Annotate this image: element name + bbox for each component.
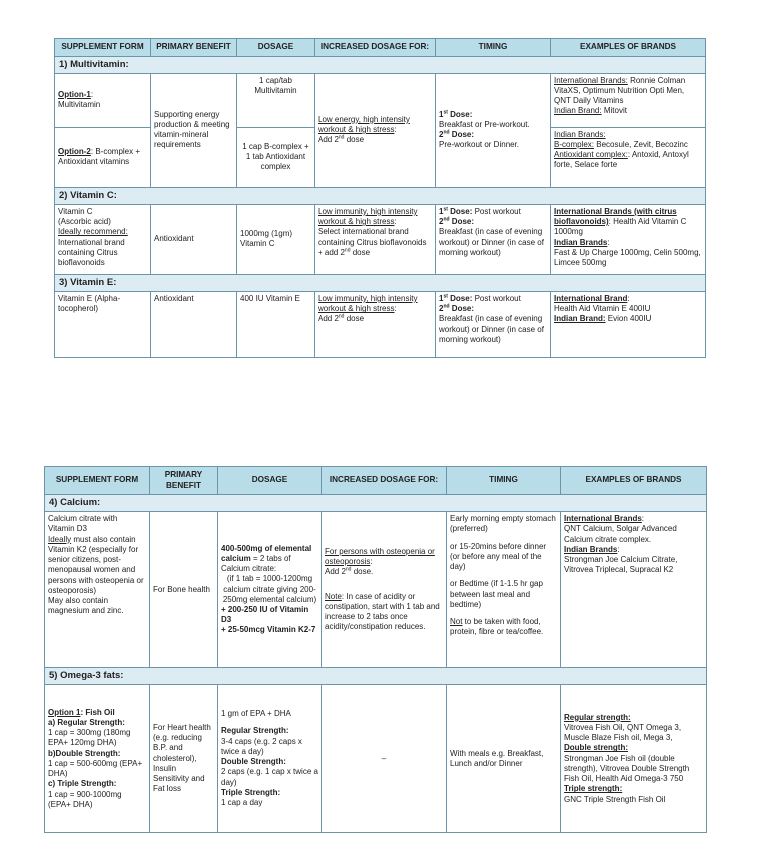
vitamin-c-benefit: Antioxidant (151, 204, 237, 274)
vitamin-e-timing: 1st Dose: Post workout 2nd Dose: Breakfast (in case of evening workout) or Dinner (in case of morning workout) (436, 291, 551, 357)
supplement-table-2 (44, 466, 707, 833)
vitamin-c-form: Vitamin C (Ascorbic acid) Ideally recommend: International brand containing Citrus bioflavonoids (55, 204, 151, 274)
vitamin-e-dose: 400 IU Vitamin E (237, 291, 315, 357)
omega3-dose: 1 gm of EPA + DHA Regular Strength: 3-4 caps (e.g. 2 caps x twice a day) Double Strength: 2 caps (e.g. 1 cap x twice a day) Triple Strength: 1 cap a day (218, 685, 322, 833)
omega3-benefit: For Heart health (e.g. reducing B.P. and cholesterol), Insulin Sensitivity and Fat loss (150, 685, 218, 833)
header-timing: TIMING (436, 39, 551, 57)
vitamin-c-dose: 1000mg (1gm) Vitamin C (237, 204, 315, 274)
table-row (45, 512, 707, 668)
header-brands: EXAMPLES OF BRANDS (551, 39, 706, 57)
calcium-form: Calcium citrate with Vitamin D3 Ideally must also contain Vitamin K2 (especially for senior citizens, post-menopausal women and persons with osteopenia or osteoporosis) May also contain magnesium and zinc. (45, 512, 150, 668)
table-row (55, 73, 706, 127)
section-vitamin-e: 3) Vitamin E: (55, 274, 706, 291)
omega3-increase: – (322, 685, 447, 833)
vitamin-e-brands: International Brand: Health Aid Vitamin E 400IU Indian Brand: Evion 400IU (551, 291, 706, 357)
vitamin-e-form: Vitamin E (Alpha-tocopherol) (55, 291, 151, 357)
calcium-increase: For persons with osteopenia or osteoporosis: Add 2nd dose. Note: In case of acidity or constipation, start with 1 tab and increase to 2 tabs once acidity/constipation reduces. (322, 512, 447, 668)
calcium-timing: Early morning empty stomach (preferred) or 15-20mins before dinner (or before any meal of the day) or Bedtime (if 1-1.5 hr gap between last meal and bedtime) Not to be taken with food, protein, fibre or tea/coffee. (447, 512, 561, 668)
header-primary-benefit: PRIMARY BENEFIT (150, 467, 218, 495)
multivitamin-dose2: 1 cap B-complex + 1 tab Antioxidant complex (237, 127, 315, 187)
header-dosage: DOSAGE (218, 467, 322, 495)
section-vitamin-c: 2) Vitamin C: (55, 187, 706, 204)
vitamin-e-benefit: Antioxidant (151, 291, 237, 357)
multivitamin-timing: 1st Dose: Breakfast or Pre-workout. 2nd Dose: Pre-workout or Dinner. (436, 73, 551, 187)
header-dosage: DOSAGE (237, 39, 315, 57)
calcium-brands: International Brands: QNT Calcium, Solgar Advanced Calcium citrate complex. Indian Brands: Strongman Joe Calcium Citrate, Vitrovea Triplecal, Supracal K2 (561, 512, 707, 668)
omega3-timing: With meals e.g. Breakfast, Lunch and/or Dinner (447, 685, 561, 833)
header-increased-dosage: INCREASED DOSAGE FOR: (322, 467, 447, 495)
section-multivitamin: 1) Multivitamin: (55, 56, 706, 73)
table-row (55, 291, 706, 357)
header-supplement-form: SUPPLEMENT FORM (55, 39, 151, 57)
section-calcium: 4) Calcium: (45, 495, 707, 512)
multivitamin-option2: Option-2: B-complex + Antioxidant vitamins (55, 127, 151, 187)
section-omega3: 5) Omega-3 fats: (45, 668, 707, 685)
multivitamin-dose1: 1 cap/tab Multivitamin (237, 73, 315, 127)
multivitamin-brands-1: International Brands: Ronnie Colman VitaXS, Optimum Nutrition Opti Men, QNT Daily Vitamins Indian Brand: Mitovit (551, 73, 706, 127)
vitamin-c-brands: International Brands (with citrus bioflavonoids): Health Aid Vitamin C 1000mg Indian Brands: Fast & Up Charge 1000mg, Celin 500mg, Limcee 500mg (551, 204, 706, 274)
omega3-form: Option 1: Fish Oil a) Regular Strength: 1 cap = 300mg (180mg EPA+ 120mg DHA) b)Double Strength: 1 cap = 500-600mg (EPA+ DHA) c) Triple Strength: 1 cap = 900-1000mg (EPA+ DHA) (45, 685, 150, 833)
header-increased-dosage: INCREASED DOSAGE FOR: (315, 39, 436, 57)
table-row (55, 204, 706, 274)
calcium-dose: 400-500mg of elemental calcium = 2 tabs of Calcium citrate: (if 1 tab = 1000-1200mg calcium citrate giving 200-250mg elemental calcium) + 200-250 IU of Vitamin D3 + 25-50mcg Vitamin K2-7 (218, 512, 322, 668)
multivitamin-option1: Option-1: Multivitamin (55, 73, 151, 127)
multivitamin-benefit: Supporting energy production & meeting vitamin-mineral requirements (151, 73, 237, 187)
omega3-brands: Regular strength: Vitrovea Fish Oil, QNT Omega 3, Muscle Blaze Fish oil, Mega 3, Double strength: Strongman Joe Fish oil (double strength), Vitrovea Double Strength Fish Oil, Health Aid Omega-3 750 Triple strength: GNC Triple Strength Fish Oil (561, 685, 707, 833)
header-supplement-form: SUPPLEMENT FORM (45, 467, 150, 495)
supplement-table-1 (54, 38, 706, 358)
vitamin-c-increase: Low immunity, high intensity workout & high stress: Select international brand containing Citrus bioflavonoids + add 2nd dose (315, 204, 436, 274)
calcium-benefit: For Bone health (150, 512, 218, 668)
header-brands: EXAMPLES OF BRANDS (561, 467, 707, 495)
header-timing: TIMING (447, 467, 561, 495)
table-header-row (55, 39, 706, 57)
header-primary-benefit: PRIMARY BENEFIT (151, 39, 237, 57)
multivitamin-increase: Low energy, high intensity workout & high stress: Add 2nd dose (315, 73, 436, 187)
table-row (45, 685, 707, 833)
vitamin-c-timing: 1st Dose: Post workout 2nd Dose: Breakfast (in case of evening workout) or Dinner (in case of morning workout) (436, 204, 551, 274)
vitamin-e-increase: Low immunity, high intensity workout & high stress: Add 2nd dose (315, 291, 436, 357)
table-header-row (45, 467, 707, 495)
multivitamin-brands-2: Indian Brands: B-complex: Becosule, Zevit, Becozinc Antioxidant complex:: Antoxid, Antoxyl forte, Selace forte (551, 127, 706, 187)
